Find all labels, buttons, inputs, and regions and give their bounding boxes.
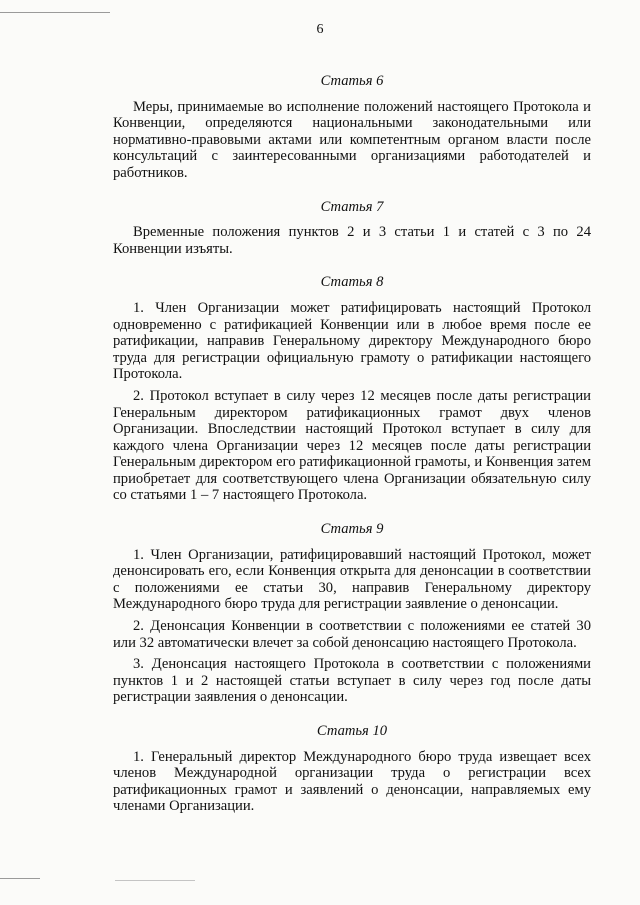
article-6	[113, 73, 591, 182]
article-heading: Статья 8	[320, 274, 384, 291]
article-paragraph: 1. Член Организации, ратифицировавший настоящий Протокол, может денонсировать его, если Конвенция открыта для денонсации в соответствии с положениями ее статьи 30, направив Генеральному директору Международного бюро труда для регистрации заявление о денонсации.	[113, 546, 591, 613]
document-body	[113, 73, 591, 815]
article-9	[113, 521, 591, 706]
article-heading: Статья 10	[316, 723, 388, 739]
article-paragraph: 2. Денонсация Конвенции в соответствии с положениями ее статей 30 или 32 автоматически влечет за собой денонсацию настоящего Протокола.	[113, 618, 591, 651]
page-number: 6	[316, 22, 324, 37]
article-paragraph: Меры, принимаемые во исполнение положений настоящего Протокола и Конвенции, определяются национальными законодательными или нормативно-правовыми актами или компетентным органом власти после консультаций с заинтересованными организациями работодателей и работников.	[113, 98, 591, 181]
article-paragraph: 3. Денонсация настоящего Протокола в соответствии с положениями пунктов 1 и 2 настоящей статьи вступает в силу через год после даты регистрации заявления о денонсации.	[113, 656, 591, 706]
article-paragraph: 1. Генеральный директор Международного бюро труда извещает всех членов Международной организации труда о регистрации всех ратификационных грамот и заявлений о денонсации, направляемых ему членами Организации.	[113, 748, 591, 815]
article-10	[113, 723, 591, 815]
scan-artifact-bottom-left	[0, 878, 40, 879]
article-8	[113, 274, 591, 504]
article-heading: Статья 7	[320, 198, 384, 215]
scan-artifact-top	[0, 12, 110, 13]
scan-artifact-bottom-right	[115, 880, 195, 881]
article-7	[113, 199, 591, 258]
article-paragraph: 1. Член Организации может ратифицировать настоящий Протокол одновременно с ратификацией Конвенции или в любое время после ее ратификации, направив Генеральному директору Международного бюро труда для регистрации официальную грамоту о ратификации настоящего Протокола.	[113, 299, 591, 383]
article-paragraph: 2. Протокол вступает в силу через 12 месяцев после даты регистрации Генеральным директором ратификационных грамот двух членов Организации. Впоследствии настоящий Протокол вступает в силу для каждого члена Организации через 12 месяцев после даты регистрации Генеральным директором его ратификационной грамоты, и Конвенция затем приобретает для соответствующего члена Организации обязательную силу со статьями 1 – 7 настоящего Протокола.	[113, 387, 591, 504]
article-paragraph: Временные положения пунктов 2 и 3 статьи 1 и статей с 3 по 24 Конвенции изъяты.	[113, 224, 591, 257]
article-heading: Статья 9	[320, 521, 384, 538]
article-heading: Статья 6	[320, 73, 384, 89]
